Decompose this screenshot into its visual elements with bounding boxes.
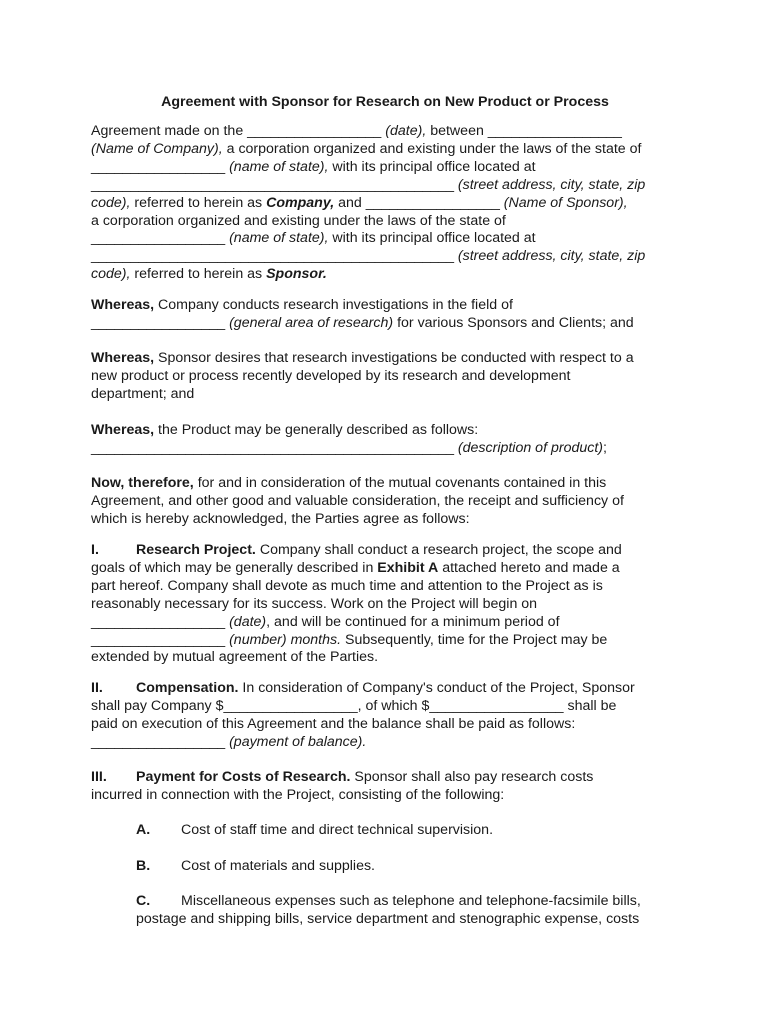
section-text: In consideration of Company's conduct of the Project, Sponsor [238, 680, 635, 696]
section-number: I. [91, 542, 99, 558]
section-heading: Compensation. [136, 680, 239, 696]
section-research-project [91, 542, 691, 667]
section-heading: Payment for Costs of Research. [136, 769, 351, 785]
section-text: incurred in connection with the Project, consisting of the following: [91, 786, 505, 803]
blank-line[interactable]: ______________________________________________ [91, 176, 454, 193]
clause-text: Sponsor desires that research investigations be conducted with respect to a [154, 350, 634, 366]
company-name-hint: (Name of Company), [91, 140, 223, 157]
product-description-hint: (description of product) [453, 439, 604, 456]
sponsor-term: Sponsor. [266, 266, 327, 283]
section-text: Subsequently, time for the Project may be [341, 631, 608, 648]
section-text: , of which $ [357, 697, 430, 714]
address-hint: (street address, city, state, zip [453, 176, 646, 193]
now-therefore-clause [91, 475, 691, 529]
cost-item-text: Miscellaneous expenses such as telephone and telephone-facsimile bills, [181, 893, 641, 909]
section-text: Company shall conduct a research project, the scope and [255, 542, 622, 558]
cost-item-label: B. [136, 858, 151, 874]
whereas-product [91, 422, 691, 458]
blank-line[interactable]: _________________ [91, 314, 226, 331]
blank-line[interactable]: ______________________________________________ [91, 248, 454, 265]
state-hint: (name of state), [225, 230, 329, 247]
section-number: III. [91, 769, 107, 785]
cost-item-label: C. [136, 893, 151, 909]
date-hint: (date) [225, 613, 267, 630]
whereas-lead: Whereas, [91, 350, 155, 366]
intro-text: referred to herein as [130, 266, 267, 283]
address-hint: code), [91, 194, 131, 211]
section-text: , and will be continued for a minimum period of [266, 613, 560, 630]
address-hint: (street address, city, state, zip [453, 248, 646, 265]
blank-line[interactable]: _________________ [365, 194, 500, 211]
whereas-lead: Whereas, [91, 422, 155, 438]
exhibit-reference: Exhibit A [377, 559, 439, 576]
therefore-lead: Now, therefore, [91, 475, 194, 491]
clause-text: new product or process recently developed by its research and development [91, 367, 571, 384]
document-title: Agreement with Sponsor for Research on New Product or Process [161, 94, 609, 110]
section-text: goals of which may be generally described in [91, 559, 378, 576]
whereas-lead: Whereas, [91, 297, 155, 313]
whereas-sponsor-desire [91, 350, 691, 404]
section-text: shall pay Company $ [91, 697, 224, 714]
cost-item-text: Cost of staff time and direct technical supervision. [181, 822, 494, 838]
cost-item [136, 822, 696, 840]
clause-text: which is hereby acknowledged, the Parties agree as follows: [91, 510, 470, 527]
cost-item-text: postage and shipping bills, service department and stenographic expense, costs [136, 910, 640, 927]
cost-item [136, 858, 696, 876]
blank-line[interactable]: _________________ [247, 123, 382, 139]
section-text: reasonably necessary for its success. Work on the Project will begin on [91, 595, 538, 612]
cost-item-label: A. [136, 822, 151, 838]
section-payment-costs [91, 769, 691, 805]
section-text: attached hereto and made a [438, 559, 620, 576]
research-area-hint: (general area of research) [225, 314, 394, 331]
blank-line[interactable]: _________________ [91, 158, 226, 175]
section-text: extended by mutual agreement of the Parties. [91, 649, 379, 666]
clause-text: for and in consideration of the mutual covenants contained in this [193, 475, 607, 491]
intro-date-hint: (date), [381, 123, 427, 139]
clause-text: the Product may be generally described as follows: [154, 422, 479, 438]
intro-text: a corporation organized and existing under the laws of the state of [222, 140, 642, 157]
address-hint: code), [91, 266, 131, 283]
section-text: shall be [563, 697, 617, 714]
months-hint: (number) months. [225, 631, 342, 648]
section-text: Sponsor shall also pay research costs [350, 769, 594, 785]
intro-text: with its principal office located at [328, 158, 536, 175]
section-text: part hereof. Company shall devote as much time and attention to the Project as is [91, 577, 603, 594]
section-heading: Research Project. [136, 542, 256, 558]
blank-line[interactable]: _________________ [223, 697, 358, 714]
cost-item-text: Cost of materials and supplies. [181, 858, 375, 874]
section-number: II. [91, 680, 103, 696]
sponsor-name-hint: (Name of Sponsor), [499, 194, 628, 211]
intro-text: between [426, 123, 488, 139]
intro-text: Agreement made on the [91, 123, 248, 139]
intro-text: a corporation organized and existing under the laws of the state of [91, 212, 506, 229]
section-text: paid on execution of this Agreement and the balance shall be paid as follows: [91, 715, 576, 732]
clause-text: Agreement, and other good and valuable consideration, the receipt and sufficiency of [91, 492, 624, 509]
clause-text: department; and [91, 385, 195, 402]
intro-text: and [334, 194, 366, 211]
payment-balance-hint: (payment of balance). [225, 733, 367, 750]
intro-paragraph [91, 123, 691, 284]
blank-line[interactable]: _________________ [91, 613, 226, 630]
state-hint: (name of state), [225, 158, 329, 175]
whereas-research-field [91, 297, 691, 333]
cost-item [136, 893, 696, 929]
clause-text: Company conducts research investigations in the field of [154, 297, 513, 313]
clause-text: for various Sponsors and Clients; and [393, 314, 634, 331]
blank-line[interactable]: _________________ [91, 230, 226, 247]
blank-line[interactable]: ______________________________________________ [91, 439, 454, 456]
blank-line[interactable]: _________________ [429, 697, 564, 714]
intro-text: with its principal office located at [328, 230, 536, 247]
blank-line[interactable]: _________________ [487, 123, 622, 139]
section-compensation [91, 680, 691, 752]
intro-text: referred to herein as [130, 194, 267, 211]
blank-line[interactable]: _________________ [91, 733, 226, 750]
clause-text: ; [603, 439, 607, 456]
blank-line[interactable]: _________________ [91, 631, 226, 648]
company-term: Company, [266, 194, 335, 211]
